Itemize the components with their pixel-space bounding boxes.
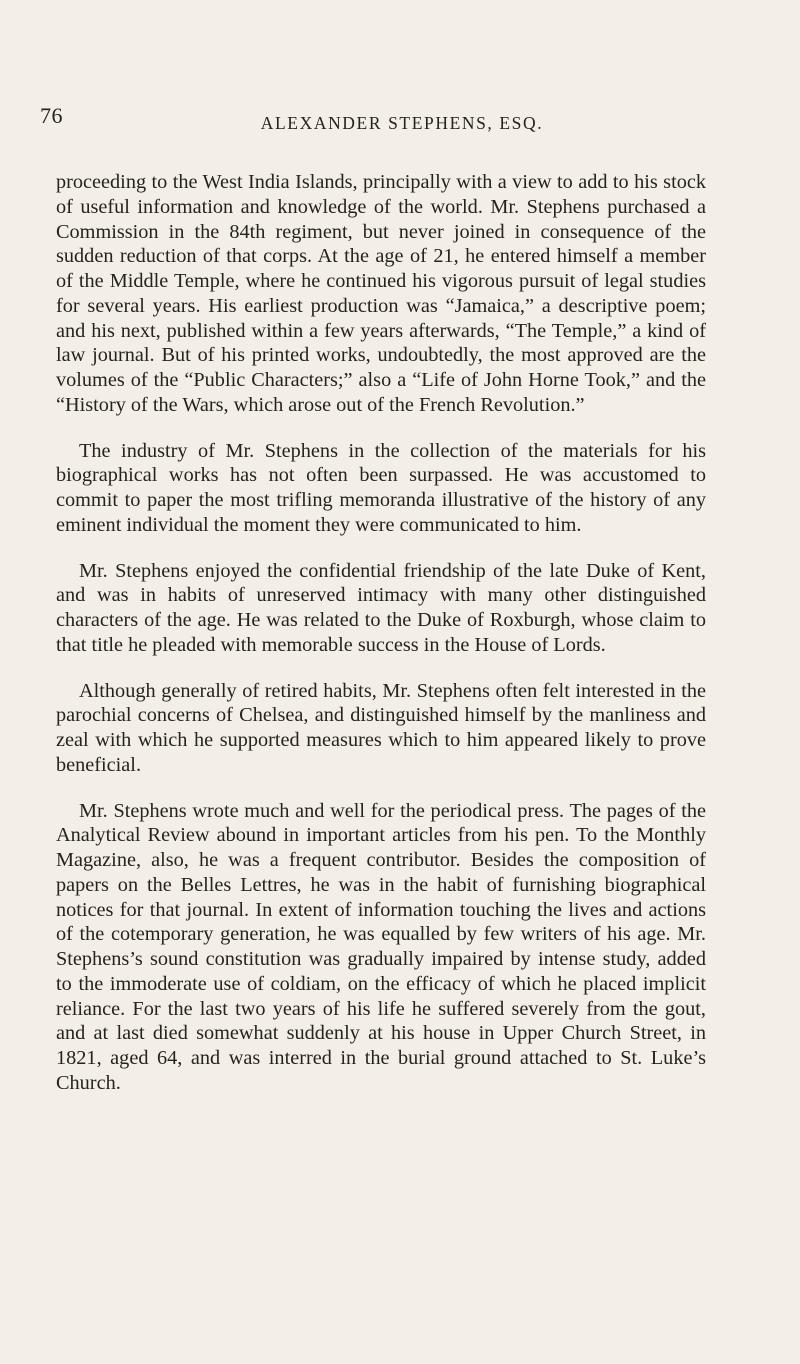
- paragraph-friendship: Mr. Stephens enjoyed the confidential friendship of the late Duke of Kent, and was in habits of unreserved intimacy with many other distinguished characters of the age. He was related to the Duke of Roxburgh, whose claim to that title he pleaded with memorable success in the House of Lords.: [56, 559, 706, 656]
- body-text: [56, 170, 706, 1096]
- paragraph-periodical-press: Mr. Stephens wrote much and well for the periodical press. The pages of the Analytical Review abound in important articles from his pen. To the Monthly Magazine, also, he was a frequent contributor. Besides the composition of papers on the Belles Lettres, he was in the habit of furnishing biographical notices for that journal. In extent of information touching the lives and actions of the cotemporary generation, he was equalled by few writers of his age. Mr. Stephens’s sound constitution was gradually impaired by intense study, added to the immoderate use of coldiam, on the efficacy of which he placed implicit reliance. For the last two years of his life he suffered severely from the gout, and at last died somewhat suddenly at his house in Upper Church Street, in 1821, aged 64, and was interred in the burial ground attached to St. Luke’s Church.: [56, 799, 706, 1094]
- paragraph-continuation: proceeding to the West India Islands, principally with a view to add to his stock of useful information and knowledge of the world. Mr. Stephens purchased a Commission in the 84th regiment, but never joined in consequence of the sudden reduction of that corps. At the age of 21, he entered himself a member of the Middle Temple, where he continued his vigorous pursuit of legal studies for several years. His earliest production was “Jamaica,” a descriptive poem; and his next, published within a few years afterwards, “The Temple,” a kind of law journal. But of his printed works, undoubtedly, the most approved are the volumes of the “Public Characters;” also a “Life of John Horne Took,” and the “History of the Wars, which arose out of the French Revolution.”: [56, 171, 706, 416]
- paragraph-chelsea: Although generally of retired habits, Mr. Stephens often felt interested in the parochial concerns of Chelsea, and distinguished himself by the manliness and zeal with which he supported measures which to him appeared likely to prove beneficial.: [56, 679, 706, 776]
- page-number: 76: [40, 103, 63, 128]
- running-head: ALEXANDER STEPHENS, ESQ.: [260, 113, 544, 133]
- paragraph-industry: The industry of Mr. Stephens in the collection of the materials for his biographical works has not often been surpassed. He was accustomed to commit to paper the most trifling memoranda illustrative of the history of any eminent individual the moment they were communicated to him.: [56, 439, 706, 536]
